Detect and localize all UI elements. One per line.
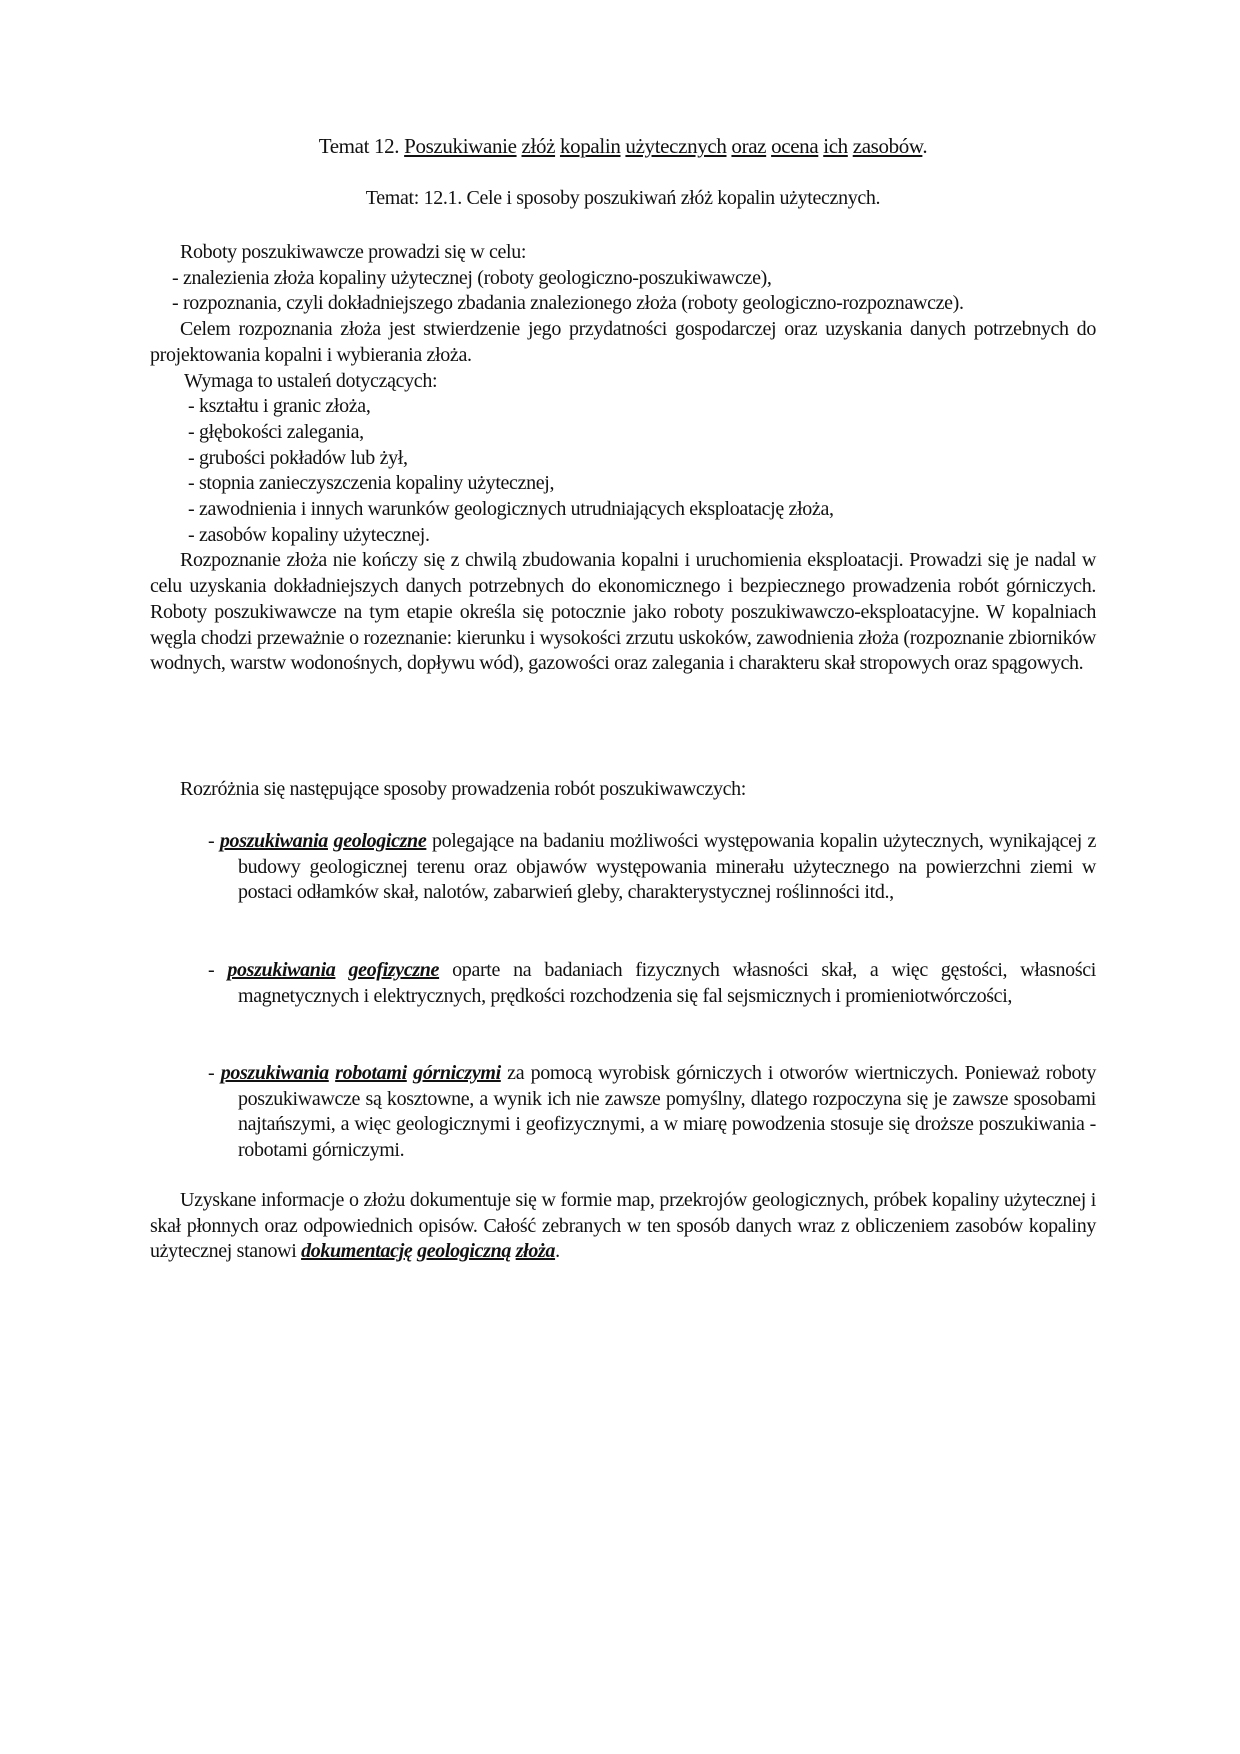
uzyskane-paragraph — [150, 1188, 1096, 1265]
title-end: . — [922, 134, 928, 158]
list-item: - rozpoznania, czyli dokładniejszego zbadania znalezionego złoża (roboty geologiczno-rozpoznawcze). — [172, 292, 964, 315]
title-word: kopalin — [559, 134, 621, 158]
term: górniczymi — [413, 1062, 501, 1084]
section-goals — [150, 240, 1096, 677]
paragraph-text: Uzyskane informacje o złożu dokumentuje się w formie map, przekrojów geologicznych, próbek kopaliny użytecznej i skał płonnych oraz odpowiednich opisów. Całość zebranych w ten sposób danych wraz z obliczeniem zasobów kopaliny użytecznej stanowi — [150, 1189, 1096, 1263]
title-word: zasobów — [852, 134, 923, 158]
title-word: złóż — [521, 134, 556, 158]
list-item: - kształtu i granic złoża, — [188, 395, 371, 418]
term: geologiczne — [333, 830, 427, 852]
document-title — [150, 134, 1096, 160]
term: robotami — [335, 1062, 407, 1084]
paragraph-end: . — [555, 1240, 560, 1263]
method-text: za pomocą wyrobisk górniczych i otworów wiertniczych. Ponieważ roboty poszukiwawcze są kosztowne, a wynik ich nie zawsze pomyślny, dlatego rozpoczyna się je zawsze sposobami najtańszymi, a więc geologicznymi i geofizycznymi, a w miarę powodzenia stosuje się droższe poszukiwania - robotami górniczymi. — [238, 1062, 1097, 1162]
list-item: - stopnia zanieczyszczenia kopaliny użytecznej, — [188, 472, 555, 495]
method-text: polegające na badaniu możliwości występowania kopalin użytecznych, wynikającej z budowy geologicznej terenu oraz objawów występowania minerału użytecznego na powierzchni ziemi w postaci odłamków skał, nalotów, zabarwień gleby, charakterystycznej roślinności itd., — [238, 830, 1097, 904]
term: dokumentację — [301, 1240, 413, 1263]
intro-paragraph: Roboty poszukiwawcze prowadzi się w celu: — [180, 241, 527, 263]
title-prefix: Temat 12. — [318, 134, 400, 158]
list-item: - głębokości zalegania, — [188, 420, 364, 443]
list-item: - grubości pokładów lub żył, — [188, 446, 408, 469]
list-item: - zawodnienia i innych warunków geologicznych utrudniających eksploatację złoża, — [188, 498, 834, 521]
term: poszukiwania — [227, 959, 336, 981]
method-geophysical: - poszukiwania geofizyczne oparte na badaniach fizycznych własności skał, a więc gęstości, własności magnetycznych i elektrycznych, prędkości rozchodzenia się fal sejsmicznych i promieniotwórczości, — [208, 959, 1096, 1007]
celem-paragraph: Celem rozpoznania złoża jest stwierdzenie jego przydatności gospodarczej oraz uzyskania danych potrzebnych do projektowania kopalni i wybierania złoża. — [150, 318, 1096, 366]
term: geologiczną — [417, 1240, 512, 1263]
title-word: ocena — [771, 134, 819, 158]
list-item: - zasobów kopaliny użytecznej. — [188, 523, 430, 546]
term: poszukiwania — [220, 1062, 329, 1084]
title-word: Poszukiwanie — [404, 134, 517, 158]
method-text: oparte na badaniach fizycznych własności skał, a więc gęstości, własności magnetycznych i elektrycznych, prędkości rozchodzenia się fal sejsmicznych i promieniotwórczości, — [238, 959, 1096, 1007]
list-item: - znalezienia złoża kopaliny użytecznej (roboty geologiczno-poszukiwawcze), — [172, 266, 772, 289]
term: geofizyczne — [348, 959, 440, 981]
method-geological: - poszukiwania geologiczne polegające na badaniu możliwości występowania kopalin użytecznych, wynikającej z budowy geologicznej terenu oraz objawów występowania minerału użytecznego na powierzchni ziemi w postaci odłamków skał, nalotów, zabarwień gleby, charakterystycznej roślinności itd., — [208, 830, 1097, 904]
title-word: ich — [823, 134, 848, 158]
subtitle: Temat: 12.1. Cele i sposoby poszukiwań złóż kopalin użytecznych. — [365, 187, 881, 209]
term: poszukiwania — [219, 830, 328, 852]
rozroznia-paragraph: Rozróżnia się następujące sposoby prowadzenia robót poszukiwawczych: — [180, 778, 747, 800]
rozpoznanie-paragraph: Rozpoznanie złoża nie kończy się z chwilą zbudowania kopalni i uruchomienia eksploatacji. Prowadzi się je nadal w celu uzyskania dokładniejszych danych potrzebnych do ekonomicznego i bezpiecznego prowadzenia robót górniczych. Roboty poszukiwawcze na tym etapie określa się potocznie jako roboty poszukiwawczo-eksploatacyjne. W kopalniach węgla chodzi przeważnie o rozeznanie: kierunku i wysokości zrzutu uskoków, zawodnienia złoża (rozpoznanie zbiorników wodnych, warstw wodonośnych, dopływu wód), gazowości oraz zalegania i charakteru skał stropowych oraz spągowych. — [150, 549, 1096, 675]
term: złoża — [515, 1240, 556, 1263]
method-mining: - poszukiwania robotami górniczymi za pomocą wyrobisk górniczych i otworów wiertniczych. Ponieważ roboty poszukiwawcze są kosztowne, a wynik ich nie zawsze pomyślny, dlatego rozpoczyna się je zawsze sposobami najtańszymi, a więc geologicznymi i geofizycznymi, a w miarę powodzenia stosuje się droższe poszukiwania - robotami górniczymi. — [208, 1062, 1097, 1162]
wymaga-paragraph: Wymaga to ustaleń dotyczących: — [184, 369, 438, 392]
title-word: użytecznych — [625, 134, 727, 158]
title-word: oraz — [731, 134, 767, 158]
